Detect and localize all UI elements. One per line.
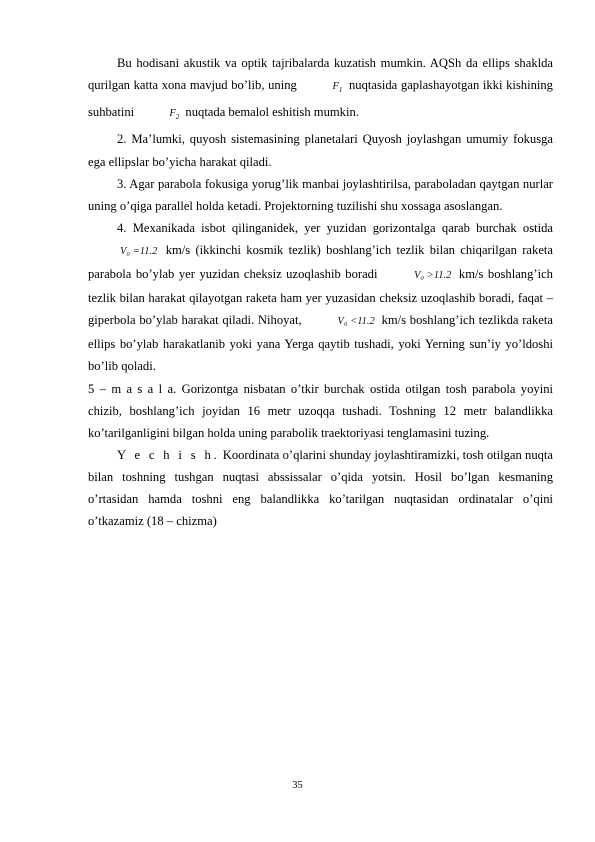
paragraph-ellipse-acoustics xyxy=(88,52,553,128)
formula-velocity-greater: V₀ >11.2 xyxy=(413,270,452,282)
paragraph-cosmic-velocity xyxy=(88,217,553,378)
formula-velocity-equal: V₀ =11.2 xyxy=(120,245,158,257)
paragraph-parabola-projector: 3. Agar parabola fokusiga yorug’lik manbai joylashtirilsa, paraboladan qaytgan nurlar uning o’qiga parallel holda ketadi. Projektorning tuzilishi shu xossaga asoslangan. xyxy=(88,176,553,213)
paragraph-solution xyxy=(88,444,553,532)
problem-label: 5 – m a s a l a. xyxy=(88,381,177,396)
paragraph-text: 4. Mexanikada isbot qilinganidek, yer yuzidan gorizontalga qarab burchak ostida xyxy=(117,220,553,235)
solution-label: Y e c h i s h. xyxy=(117,447,220,462)
paragraph-text: Bu hodisani akustik va optik tajribalarda kuzatish mumkin. AQSh da ellips shaklda qurilgan katta xona mavjud bo’lib, uning xyxy=(88,56,553,93)
paragraph-text: km/s boshlang’ich tezlik bilan harakat qilayotgan raketa ham yer yuzasidan cheksiz uzoqlashib boradi, faqat – giperbola bo’ylab harakat qiladi. Nihoyat, xyxy=(88,267,553,328)
page-number: 35 xyxy=(292,780,303,791)
paragraph-text: nuqtasida gaplashayotgan ikki kishining suhbatini xyxy=(88,78,553,120)
formula-focus-1: $F_1$ xyxy=(332,81,343,95)
formula-focus-2: $F_2$ xyxy=(169,108,180,122)
formula-velocity-less: V₀ <11.2 xyxy=(337,316,375,328)
paragraph-text: km/s (ikkinchi kosmik tezlik) boshlang’ich tezlik bilan chiqarilgan raketa parabola bo’ylab yer yuzidan cheksiz uzoqlashib boradi xyxy=(88,242,553,282)
paragraph-text: km/s boshlang’ich tezlikda raketa ellips bo’ylab harakatlanib yoki yana Yerga qaytib tushadi, yoki Yerning sun’iy yo’ldoshi bo’lib qoladi. xyxy=(88,313,553,374)
problem-text: Gorizontga nisbatan o’tkir burchak ostida otilgan tosh parabola yoyini chizib, boshlang’ich joyidan 16 metr uzoqqa tushadi. Toshning 12 metr balandlikka ko’tarilganligini bilgan holda uning parabolik traektoriyasi tenglamasini tuzing. xyxy=(88,381,553,440)
paragraph-problem-5 xyxy=(88,378,553,444)
paragraph-planets: 2. Ma’lumki, quyosh sistemasining planetalari Quyosh joylashgan umumiy fokusga ega ellipslar bo’yicha harakat qiladi. xyxy=(88,132,553,169)
page-content xyxy=(88,52,553,532)
solution-text: Koordinata o’qlarini shunday joylashtiramizki, tosh otilgan nuqta bilan toshning tushgan nuqtasi abssissalar o’qida yotsin. Hosil bo’lgan kesmaning o’rtasidan hamda toshni eng balandlikka ko’tarilgan nuqtasidan ordinatalar o’qini o’tkazamiz (18 – chizma) xyxy=(88,447,554,529)
paragraph-text: nuqtada bemalol eshitish mumkin. xyxy=(185,105,359,120)
